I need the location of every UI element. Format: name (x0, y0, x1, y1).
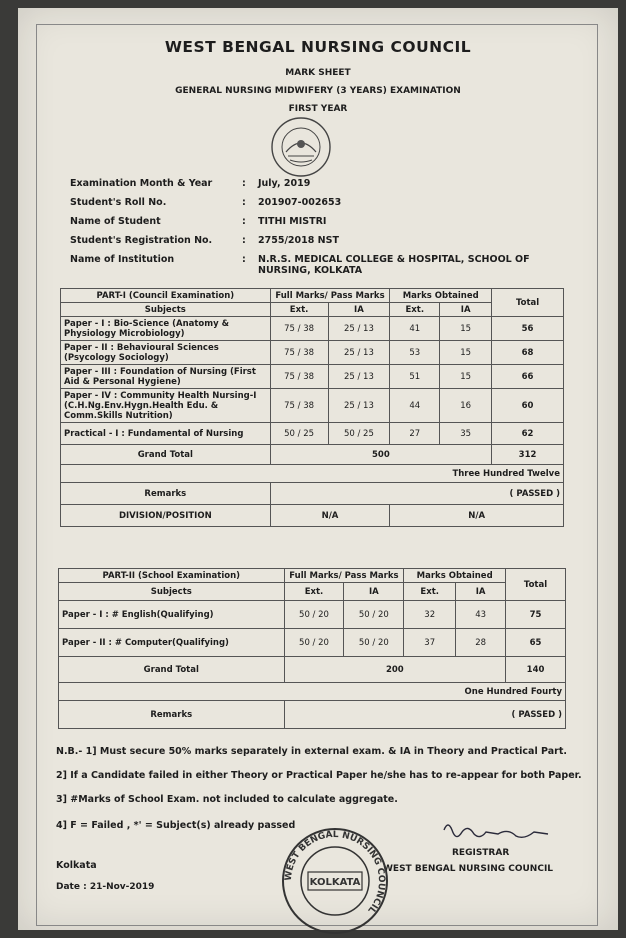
info-label: Name of Student (70, 216, 161, 227)
grand-total-label: Grand Total (59, 657, 285, 683)
subject-name: Paper - I : Bio-Science (Anatomy & Physiology Microbiology) (61, 317, 271, 341)
obtained-ia: 15 (440, 341, 492, 365)
remarks-value: ( PASSED ) (284, 701, 565, 729)
subjects-header: Subjects (61, 303, 271, 317)
grand-total-row (59, 657, 566, 683)
info-colon: : (242, 235, 246, 246)
ext-header: Ext. (390, 303, 440, 317)
obtained-ia: 15 (440, 365, 492, 389)
grand-total-obtained: 312 (492, 445, 564, 465)
info-colon: : (242, 197, 246, 208)
row-total: 60 (492, 389, 564, 423)
full-pass-ext: 50 / 20 (284, 601, 344, 629)
ia-header: IA (456, 583, 506, 601)
total-in-words: Three Hundred Twelve (61, 465, 564, 483)
info-colon: : (242, 178, 246, 189)
info-label: Name of Institution (70, 254, 175, 265)
row-total: 65 (506, 629, 566, 657)
total-header: Total (506, 569, 566, 601)
obtained-ext: 27 (390, 423, 440, 445)
note-4: 4] F = Failed , *' = Subject(s) already passed (56, 820, 296, 831)
footer-date: Date : 21-Nov-2019 (56, 882, 155, 892)
footer-place: Kolkata (56, 860, 97, 871)
subject-name: Paper - IV : Community Health Nursing-I (C.H.Ng.Env.Hygn.Health Edu. & Comm.Skills Nutrition) (61, 389, 271, 423)
division-value: N/A (270, 505, 390, 527)
info-label: Student's Registration No. (70, 235, 213, 246)
ia-header: IA (328, 303, 390, 317)
subjects-header: Subjects (59, 583, 285, 601)
full-pass-ext: 50 / 25 (270, 423, 328, 445)
full-pass-ia: 50 / 25 (328, 423, 390, 445)
note-1: N.B.- 1] Must secure 50% marks separately in external exam. & IA in Theory and Practical Part. (56, 746, 567, 757)
table-row (61, 317, 564, 341)
row-total: 66 (492, 365, 564, 389)
council-emblem-icon (270, 116, 332, 178)
total-header: Total (492, 289, 564, 317)
full-pass-ext: 75 / 38 (270, 389, 328, 423)
council-seal-icon (280, 826, 390, 936)
table-row (61, 365, 564, 389)
grand-total-label: Grand Total (61, 445, 271, 465)
grand-total-obtained: 140 (506, 657, 566, 683)
grand-total-full: 500 (270, 445, 491, 465)
obtained-ia: 15 (440, 317, 492, 341)
ext-header: Ext. (404, 583, 456, 601)
full-pass-ext: 75 / 38 (270, 317, 328, 341)
obtained-ia: 28 (456, 629, 506, 657)
info-value: N.R.S. MEDICAL COLLEGE & HOSPITAL, SCHOOL OF NURSING, KOLKATA (258, 254, 530, 276)
total-in-words: One Hundred Fourty (59, 683, 566, 701)
info-colon: : (242, 216, 246, 227)
full-pass-ext: 50 / 20 (284, 629, 344, 657)
ext-header: Ext. (270, 303, 328, 317)
obtained-header: Marks Obtained (404, 569, 506, 583)
ext-header: Ext. (284, 583, 344, 601)
registrar-signature-icon (438, 818, 558, 848)
registrar-title: REGISTRAR (452, 848, 510, 858)
grand-total-row (61, 445, 564, 465)
part2-marks-table (58, 568, 566, 729)
subject-name: Paper - II : Behavioural Sciences (Psycology Sociology) (61, 341, 271, 365)
row-total: 56 (492, 317, 564, 341)
full-pass-ia: 25 / 13 (328, 365, 390, 389)
full-pass-ia: 50 / 20 (344, 601, 404, 629)
table-row (59, 629, 566, 657)
note-3: 3] #Marks of School Exam. not included to calculate aggregate. (56, 794, 398, 805)
obtained-ia: 43 (456, 601, 506, 629)
ia-header: IA (440, 303, 492, 317)
table-row (61, 389, 564, 423)
grand-total-full: 200 (284, 657, 506, 683)
full-pass-ia: 25 / 13 (328, 317, 390, 341)
remarks-label: Remarks (59, 701, 285, 729)
exam-name: GENERAL NURSING MIDWIFERY (3 YEARS) EXAMINATION (175, 86, 461, 96)
obtained-ext: 53 (390, 341, 440, 365)
full-pass-ext: 75 / 38 (270, 365, 328, 389)
info-label: Examination Month & Year (70, 178, 213, 189)
obtained-ia: 16 (440, 389, 492, 423)
obtained-ext: 44 (390, 389, 440, 423)
mark-sheet (18, 8, 618, 930)
info-value: July, 2019 (258, 178, 311, 189)
full-pass-ia: 25 / 13 (328, 341, 390, 365)
info-value: 201907-002653 (258, 197, 342, 208)
part2-title: PART-II (School Examination) (59, 569, 285, 583)
part1-title: PART-I (Council Examination) (61, 289, 271, 303)
council-name: WEST BENGAL NURSING COUNCIL (164, 38, 472, 56)
info-label: Student's Roll No. (70, 197, 167, 208)
position-value: N/A (390, 505, 564, 527)
obtained-ia: 35 (440, 423, 492, 445)
info-colon: : (242, 254, 246, 265)
subject-name: Paper - I : # English(Qualifying) (59, 601, 285, 629)
part1-marks-table (60, 288, 564, 527)
subject-name: Paper - II : # Computer(Qualifying) (59, 629, 285, 657)
remarks-value: ( PASSED ) (270, 483, 563, 505)
note-2: 2] If a Candidate failed in either Theory or Practical Paper he/she has to re-appear for both Paper. (56, 770, 582, 781)
row-total: 62 (492, 423, 564, 445)
remarks-label: Remarks (61, 483, 271, 505)
obtained-header: Marks Obtained (390, 289, 492, 303)
registrar-org: WEST BENGAL NURSING COUNCIL (383, 864, 554, 874)
row-total: 68 (492, 341, 564, 365)
info-value: 2755/2018 NST (258, 235, 339, 246)
ia-header: IA (344, 583, 404, 601)
full-pass-ia: 50 / 20 (344, 629, 404, 657)
year-level: FIRST YEAR (288, 104, 348, 114)
full-pass-ext: 75 / 38 (270, 341, 328, 365)
table-row (61, 341, 564, 365)
subject-name: Paper - III : Foundation of Nursing (First Aid & Personal Hygiene) (61, 365, 271, 389)
full-pass-header: Full Marks/ Pass Marks (284, 569, 404, 583)
full-pass-ia: 25 / 13 (328, 389, 390, 423)
table-row (59, 601, 566, 629)
subject-name: Practical - I : Fundamental of Nursing (61, 423, 271, 445)
obtained-ext: 51 (390, 365, 440, 389)
svg-text:WEST BENGAL NURSING COUNCIL: WEST BENGAL NURSING COUNCIL (283, 829, 387, 915)
document-title: MARK SHEET (285, 68, 351, 78)
obtained-ext: 41 (390, 317, 440, 341)
info-value: TITHI MISTRI (258, 216, 327, 227)
full-pass-header: Full Marks/ Pass Marks (270, 289, 390, 303)
obtained-ext: 37 (404, 629, 456, 657)
division-label: DIVISION/POSITION (61, 505, 271, 527)
table-row (61, 423, 564, 445)
row-total: 75 (506, 601, 566, 629)
obtained-ext: 32 (404, 601, 456, 629)
svg-text:KOLKATA: KOLKATA (309, 877, 361, 888)
